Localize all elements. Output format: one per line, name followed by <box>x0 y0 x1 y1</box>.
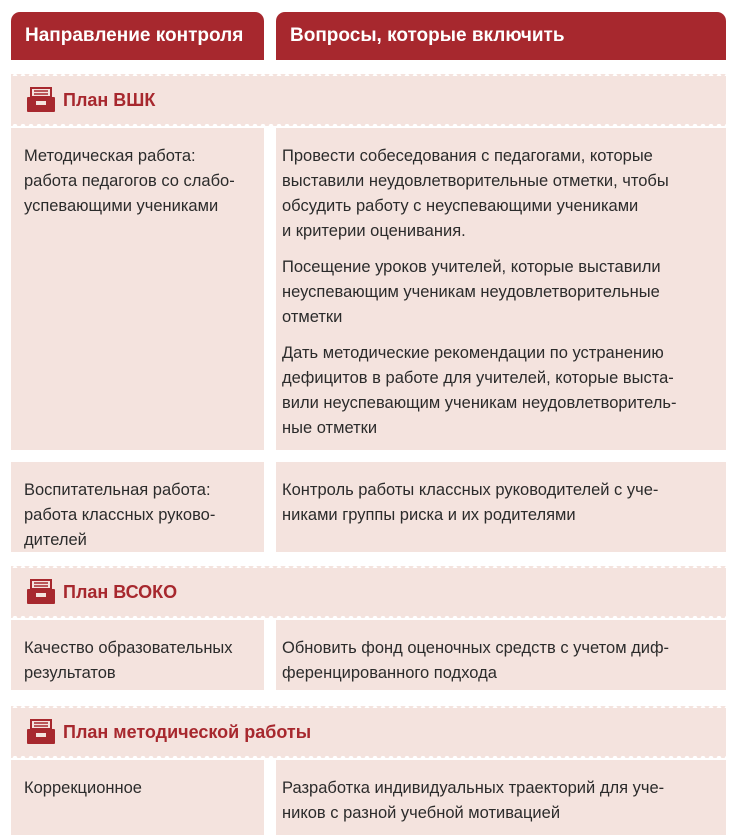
question-line: Дать методические рекомендации по устранению <box>282 344 664 362</box>
section-title: План ВСОКО <box>63 581 178 602</box>
direction-line: Воспитательная работа: <box>24 481 211 499</box>
direction-line: Методическая работа: <box>24 147 196 165</box>
question-line: Разработка индивидуальных траекторий для уче- <box>282 779 665 797</box>
question-paragraph <box>282 636 714 686</box>
section-header <box>11 74 726 126</box>
question-line: ников с разной учебной мотивацией <box>282 804 561 822</box>
question-line: ные отметки <box>282 419 378 437</box>
questions-cell <box>276 128 726 450</box>
question-line: Обновить фонд оценочных средств с учетом диф- <box>282 639 670 657</box>
direction-line: работа педагогов со слабо- <box>24 172 235 190</box>
question-paragraph <box>282 255 714 330</box>
questions-cell <box>276 620 726 690</box>
questions-cell <box>276 462 726 552</box>
question-line: Посещение уроков учителей, которые выставили <box>282 258 661 276</box>
section-title: План методической работы <box>63 721 312 742</box>
question-paragraph <box>282 144 714 244</box>
question-line: ференцированного подхода <box>282 664 497 682</box>
questions-cell <box>276 760 726 835</box>
question-line: вили неуспевающим ученикам неудовлетворитель- <box>282 394 677 412</box>
direction-line: Коррекционное <box>24 779 142 797</box>
direction-line: результатов <box>24 664 116 682</box>
question-line: неуспевающим ученикам неудовлетворительные <box>282 283 660 301</box>
direction-line: работа классных руково- <box>24 506 216 524</box>
header-direction-label: Направление контроля <box>25 25 244 46</box>
header-questions <box>276 12 726 60</box>
direction-line: успевающими учениками <box>24 197 219 215</box>
section-header <box>11 706 726 758</box>
question-paragraph <box>282 776 714 826</box>
question-line: обсудить работу с неуспевающими учениками <box>282 197 639 215</box>
direction-cell <box>11 462 264 552</box>
archive-drawer-icon <box>25 578 57 606</box>
question-line: Провести собеседования с педагогами, которые <box>282 147 653 165</box>
question-line: дефицитов в работе для учителей, которые выста- <box>282 369 674 387</box>
question-line: и критерии оценивания. <box>282 222 466 240</box>
question-paragraph <box>282 478 714 528</box>
question-paragraph <box>282 341 714 441</box>
header-questions-label: Вопросы, которые включить <box>290 25 565 46</box>
question-line: выставили неудовлетворительные отметки, чтобы <box>282 172 669 190</box>
direction-cell <box>11 128 264 450</box>
section-header <box>11 566 726 618</box>
direction-cell <box>11 620 264 690</box>
section-title: План ВШК <box>63 89 156 110</box>
direction-cell <box>11 760 264 835</box>
question-line: отметки <box>282 308 343 326</box>
question-line: Контроль работы классных руководителей с уче- <box>282 481 659 499</box>
archive-drawer-icon <box>25 718 57 746</box>
direction-line: дителей <box>24 531 87 549</box>
direction-line: Качество образовательных <box>24 639 233 657</box>
header-direction <box>11 12 264 60</box>
archive-drawer-icon <box>25 86 57 114</box>
question-line: никами группы риска и их родителями <box>282 506 576 524</box>
